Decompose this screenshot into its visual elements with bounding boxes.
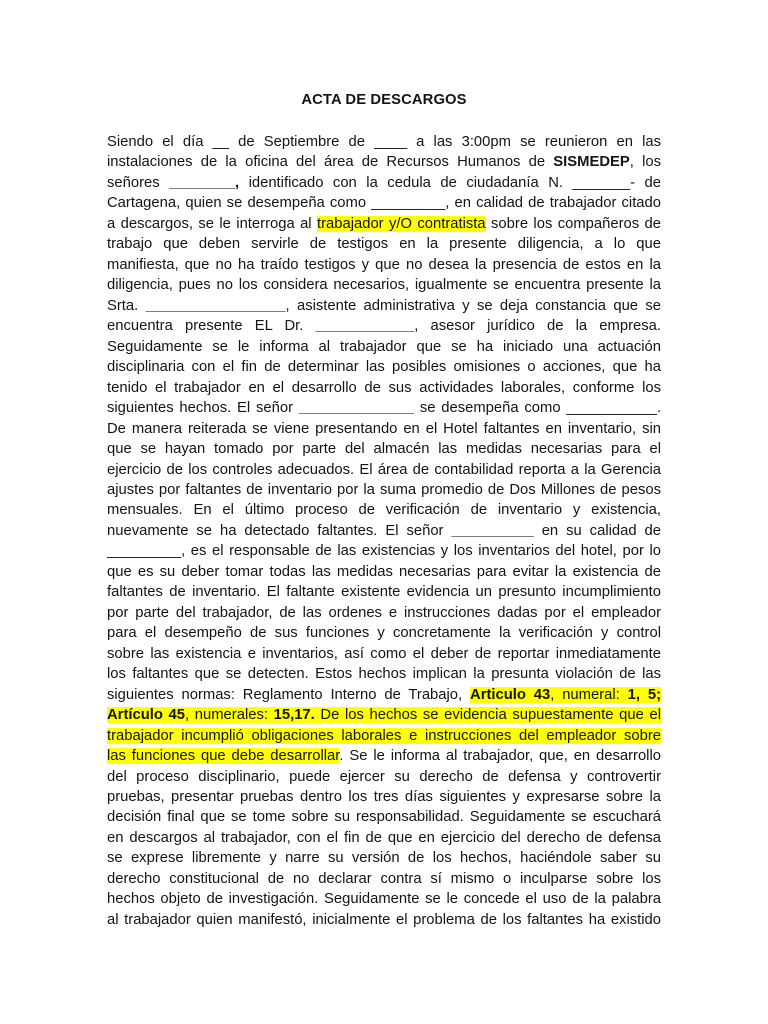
text-run: por parte del trabajador, de las ordenes e instrucciones dadas por el empleador [107,604,661,621]
text-line [107,234,661,254]
highlighted-text: trabajador incumplió obligaciones laborales e instrucciones del empleador sobre [107,727,661,744]
text-run: , asistente administrativa y se deja constancia que se [285,297,662,314]
highlighted-text: De los hechos se evidencia supuestamente que el [314,707,662,724]
text-line [107,603,661,623]
text-line [107,848,661,868]
text-run: Siendo el día __ de Septiembre de ____ a las 3:00pm se reunieron en las [107,134,661,150]
text-line [107,807,661,827]
text-run: se exprese libremente y narre su versión de los hechos, haciéndole saber su [107,850,661,867]
text-run: disciplinaria con el fin de determinar las posibles omisiones o acciones, que ha [107,359,661,376]
highlighted-text: 15,17. [273,707,315,724]
text-run: en descargos al trabajador, con el fin de que en ejercicio del derecho de defensa [107,829,661,846]
text-run: _________, es el responsable de las existencias y los inventarios del hotel, por lo [107,543,661,560]
text-run: . Se le informa al trabajador, que, en desarrollo [339,748,661,765]
text-line [107,521,661,541]
text-run: sobre las existencia e inventarios, así como el deber de reportar inmediatamente [107,645,661,662]
text-run: decisión final que se tome sobre su responsabilidad. Seguidamente se escuchará [107,809,661,826]
highlighted-text: trabajador y/O contratista [316,215,486,232]
bold-text: __________ [451,522,534,539]
text-line [107,828,661,848]
text-run: nuevamente se ha detectado faltantes. El señor [107,522,452,539]
text-line [107,889,661,909]
text-line [107,378,661,398]
text-line [107,480,661,500]
text-line [107,787,661,807]
document-title: ACTA DE DESCARGOS [301,92,467,108]
text-run: siguientes hechos. El señor [107,400,299,417]
text-line [107,316,661,336]
text-run: hechos objeto de investigación. Seguidamente se le concede el uso de la palabra [107,891,661,908]
text-run: para el desempeño de sus funciones y concretamente la verificación y control [107,625,661,642]
text-run: Srta. [107,297,146,314]
text-line [107,337,661,357]
text-run: , los [629,154,661,171]
text-line [107,767,661,787]
highlighted-text: , numeral: [550,686,628,703]
text-run: ajustes por faltantes de inventario por la suma promedio de Dos Millones de pesos [107,481,661,498]
text-run: señores [107,174,170,191]
text-run: ejercicio de los controles adecuados. El área de contabilidad reporta a la Gerencia [107,461,661,478]
highlighted-text: , numerales: [185,707,274,724]
text-run: encuentra presente EL Dr. [107,318,316,335]
text-run: diligencia, pues no los considera necesarios, igualmente se encuentra presente la [107,277,661,294]
text-line [107,132,661,152]
text-run: sobre los compañeros de [485,215,661,232]
text-run: instalaciones de la oficina del área de Recursos Humanos de [107,154,554,171]
text-line [107,398,661,418]
text-run: que es su deber tomar todas las medidas necesarias para evitar la existencia de [107,563,661,580]
text-line [107,460,661,480]
text-line [107,705,661,725]
text-line [107,173,661,193]
text-run: manifiesta, que no ha traído testigos y que no desea la presencia de estos en la [107,256,661,273]
text-run: del proceso disciplinario, puede ejercer su derecho de defensa y controvertir [107,768,661,785]
highlighted-text: 1, 5; [627,686,661,703]
text-line [107,644,661,664]
bold-text: _________________ [145,297,286,314]
bold-text: ________, [169,174,240,191]
text-run: a descargos, se le interroga al [107,215,317,232]
text-line [107,419,661,439]
text-line [107,746,661,766]
text-run: al trabajador quien manifestó, inicialmente el problema de los faltantes ha existido [107,911,661,928]
text-run: trabajo que deben servirle de testigos en la presente diligencia, a lo que [107,236,661,253]
text-line [107,500,661,520]
text-line [107,152,661,172]
text-run: se desempeña como ___________. [414,400,661,417]
text-line [107,214,661,234]
text-line [107,193,661,213]
bold-text: ______________ [298,400,415,417]
bold-text: ____________ [315,318,415,335]
text-line [107,910,661,930]
text-run: Seguidamente se le informa al trabajador que se ha iniciado una actuación [107,338,661,355]
text-run: derecho constitucional de no declarar contra sí mismo o inculparse sobre los [107,870,661,887]
text-run: en su calidad de [533,522,661,539]
highlighted-text: las funciones que debe desarrollar [107,748,340,765]
highlighted-text: Articulo 43 [470,686,551,703]
text-line [107,255,661,275]
text-run: tenido el trabajador en el desarrollo de sus actividades laborales, conforme los [107,379,661,396]
text-run: mensuales. En el último proceso de verificación de inventario y existencia, [107,502,661,519]
text-run: pruebas, presentar pruebas dentro los tres días siguientes y expresarse sobre la [107,789,661,805]
text-line [107,685,661,705]
text-line [107,582,661,602]
text-run: Cartagena, quien se desempeña como _________, en calidad de trabajador citado [107,195,661,212]
text-line [107,296,661,316]
text-run: siguientes normas: Reglamento Interno de Trabajo, [107,686,471,703]
text-run: , asesor jurídico de la empresa. [414,318,661,335]
text-line [107,541,661,561]
bold-text: SISMEDEP [553,154,630,171]
text-line [107,664,661,684]
text-line [107,562,661,582]
highlighted-text: Artículo 45 [107,707,186,724]
text-run: faltantes de inventario. El faltante existente evidencia un presunto incumplimiento [107,584,661,601]
document-body [107,132,661,930]
text-line [107,357,661,377]
text-line [107,726,661,746]
text-run: De manera reiterada se viene presentando en el Hotel faltantes en inventario, sin [107,420,661,437]
text-line [107,275,661,295]
text-line [107,623,661,643]
text-run: identificado con la cedula de ciudadanía N. _______- de [239,174,661,191]
text-line [107,869,661,889]
text-run: los faltantes que se detecten. Estos hechos implican la presunta violación de las [107,666,661,683]
text-line [107,439,661,459]
text-run: que se hayan tomado por parte del almacén las medidas necesarias para el [107,441,661,458]
